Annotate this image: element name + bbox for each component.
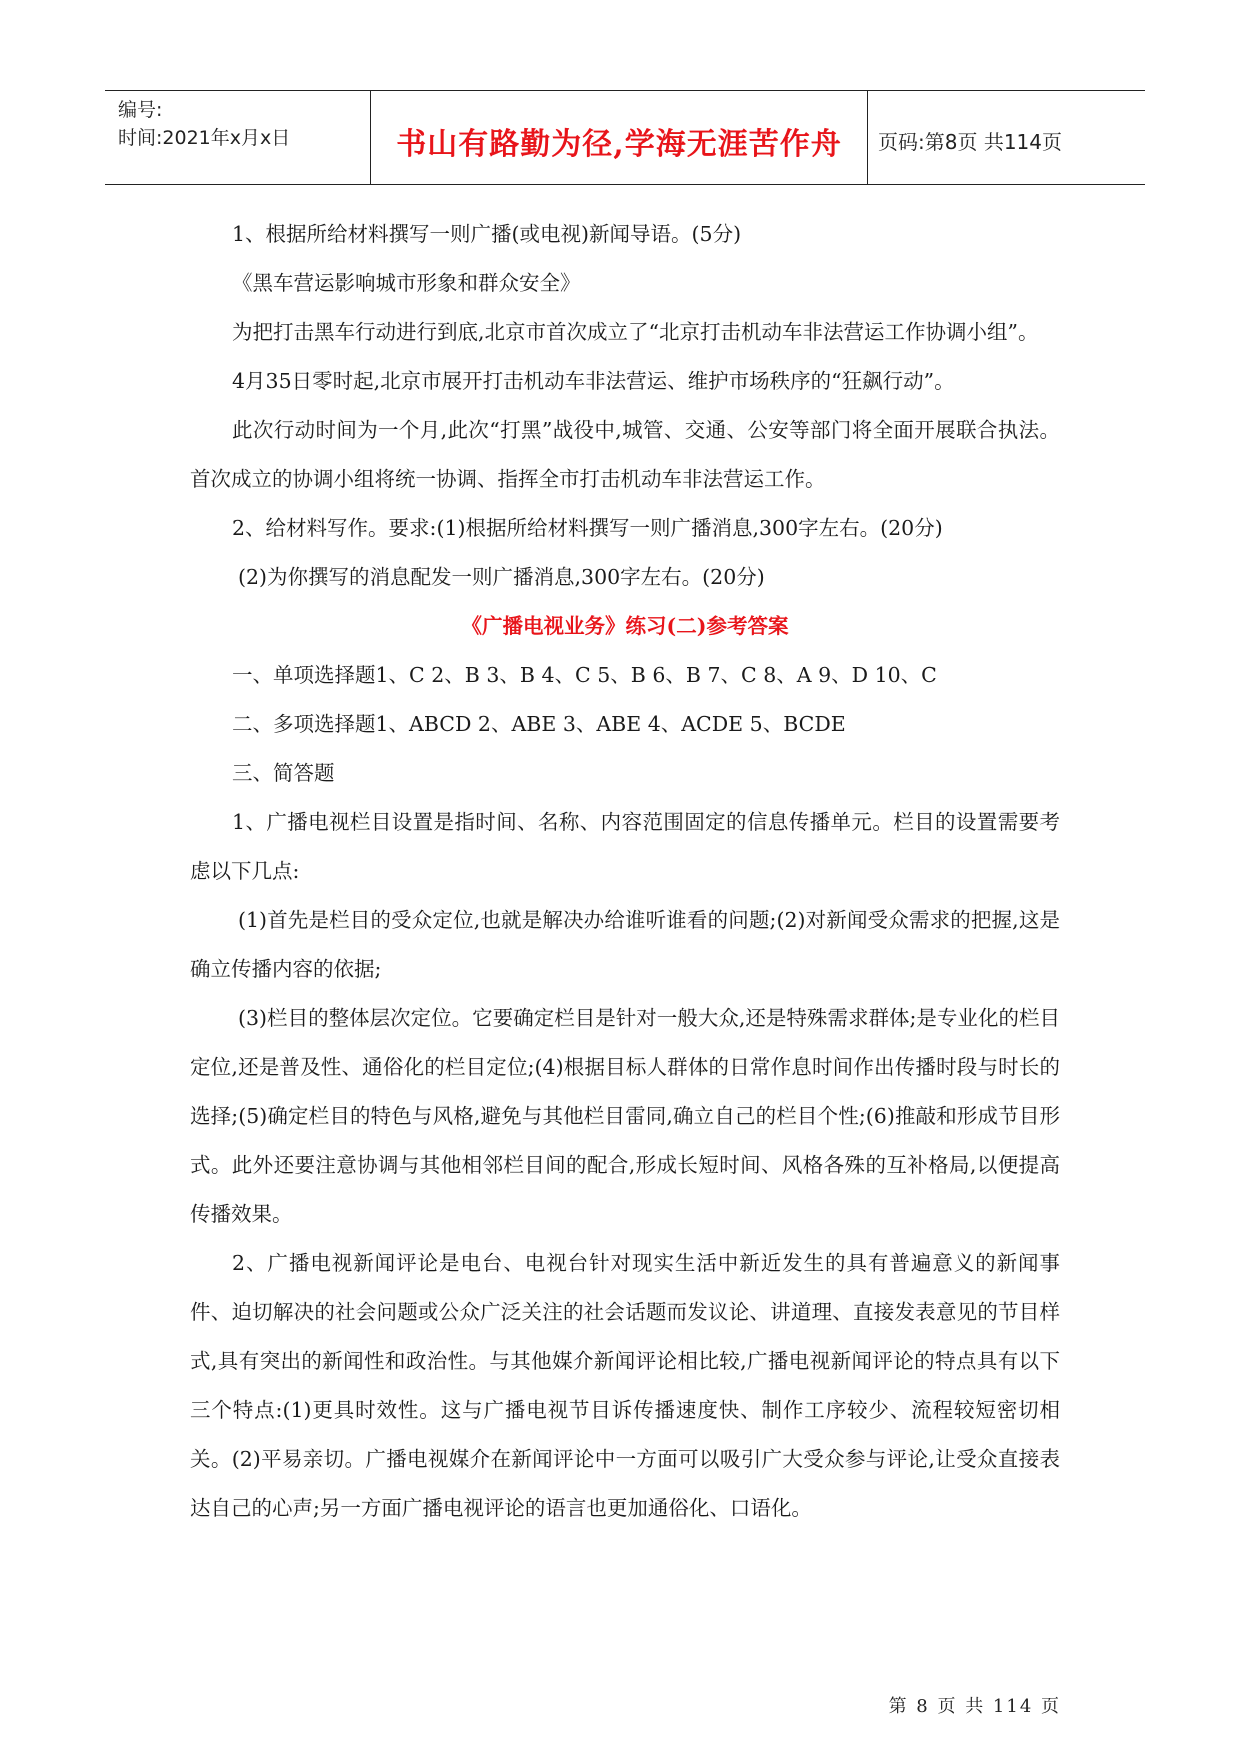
header-motto-cell bbox=[370, 91, 868, 184]
answer-single-choice: 一、单项选择题1、C 2、B 3、B 4、C 5、B 6、B 7、C 8、A 9、D 10、C bbox=[232, 663, 937, 687]
answer-short-1: 1、广播电视栏目设置是指时间、名称、内容范围固定的信息传播单元。栏目的设置需要考虑以下几点: bbox=[190, 810, 1060, 883]
paragraph-material-1: 为把打击黑车行动进行到底,北京市首次成立了“北京打击机动车非法营运工作协调小组”。 bbox=[232, 320, 1039, 344]
paragraph-material-title: 《黑车营运影响城市形象和群众安全》 bbox=[232, 271, 581, 295]
page-footer: 第 8 页 共 114 页 bbox=[888, 1696, 1061, 1717]
section-title: 《广播电视业务》练习(二)参考答案 bbox=[461, 614, 789, 638]
answer-short-heading: 三、简答题 bbox=[232, 761, 335, 785]
answer-short-1-part-b: (3)栏目的整体层次定位。它要确定栏目是针对一般大众,还是特殊需求群体;是专业化的栏目定位,还是普及性、通俗化的栏目定位;(4)根据目标人群体的日常作息时间作出传播时段与时长的选择;(5)确定栏目的特色与风格,避免与其他栏目雷同,确立自己的栏目个性;(6)推敲和形成节目形式。此外还要注意协调与其他相邻栏目间的配合,形成长短时间、风格各殊的互补格局,以便提高传播效果。 bbox=[190, 1006, 1060, 1226]
page-header bbox=[105, 90, 1145, 185]
answer-multi-choice: 二、多项选择题1、ABCD 2、ABE 3、ABE 4、ACDE 5、BCDE bbox=[232, 712, 846, 736]
motto: 书山有路勤为径,学海无涯苦作舟 bbox=[396, 127, 842, 162]
time-label: 时间:2021年x月x日 bbox=[118, 127, 291, 149]
paragraph-question-2: 2、给材料写作。要求:(1)根据所给材料撰写一则广播消息,300字左右。(20分) bbox=[232, 516, 943, 540]
number-label: 编号: bbox=[118, 99, 163, 121]
header-page-cell bbox=[868, 91, 1145, 184]
document-body bbox=[190, 210, 1060, 1533]
answer-short-2: 2、广播电视新闻评论是电台、电视台针对现实生活中新近发生的具有普遍意义的新闻事件、迫切解决的社会问题或公众广泛关注的社会话题而发议论、讲道理、直接发表意见的节目样式,具有突出的新闻性和政治性。与其他媒介新闻评论相比较,广播电视新闻评论的特点具有以下三个特点:(1)更具时效性。这与广播电视节目诉传播速度快、制作工序较少、流程较短密切相关。(2)平易亲切。广播电视媒介在新闻评论中一方面可以吸引广大受众参与评论,让受众直接表达自己的心声;另一方面广播电视评论的语言也更加通俗化、口语化。 bbox=[190, 1251, 1060, 1520]
paragraph-question-2-sub: (2)为你撰写的消息配发一则广播消息,300字左右。(20分) bbox=[238, 565, 765, 589]
page-code: 页码:第8页 共114页 bbox=[878, 130, 1062, 154]
paragraph-material-2: 4月35日零时起,北京市展开打击机动车非法营运、维护市场秩序的“狂飙行动”。 bbox=[232, 369, 955, 393]
paragraph-question-1: 1、根据所给材料撰写一则广播(或电视)新闻导语。(5分) bbox=[232, 222, 742, 246]
paragraph-material-3: 此次行动时间为一个月,此次“打黑”战役中,城管、交通、公安等部门将全面开展联合执法。首次成立的协调小组将统一协调、指挥全市打击机动车非法营运工作。 bbox=[190, 418, 1060, 491]
header-info-cell bbox=[105, 91, 370, 184]
answer-short-1-part-a: (1)首先是栏目的受众定位,也就是解决办给谁听谁看的问题;(2)对新闻受众需求的把握,这是确立传播内容的依据; bbox=[190, 908, 1060, 981]
